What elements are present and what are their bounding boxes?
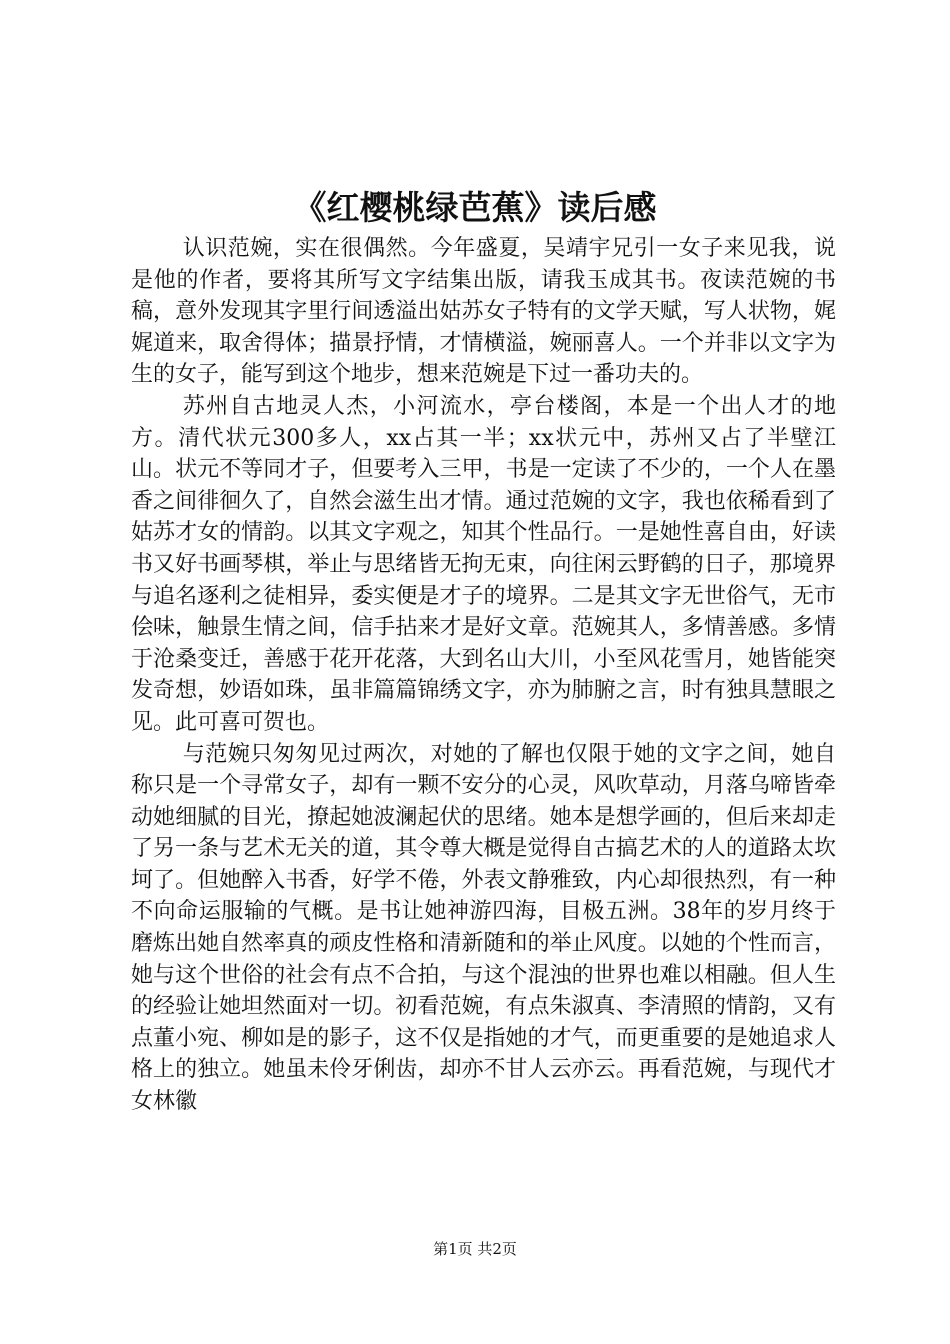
document-body: [131, 233, 836, 1118]
paragraph-1: 认识范婉，实在很偶然。今年盛夏，吴靖宇兄引一女子来见我，说是他的作者，要将其所写文字结集出版，请我玉成其书。夜读范婉的书稿，意外发现其字里行间透溢出姑苏女子特有的文学天赋，写人状物，娓娓道来，取舍得体；描景抒情，才情横溢，婉丽喜人。一个并非以文字为生的女子，能写到这个地步，想来范婉是下过一番功夫的。: [131, 236, 836, 388]
page-number-footer: 第1页 共2页: [433, 1240, 517, 1258]
paragraph-3: 与范婉只匆匆见过两次，对她的了解也仅限于她的文字之间，她自称只是一个寻常女子，却有一颗不安分的心灵，风吹草动，月落乌啼皆牵动她细腻的目光，撩起她波澜起伏的思绪。她本是想学画的，但后来却走了另一条与艺术无关的道，其令尊大概是觉得自古搞艺术的人的道路太坎坷了。但她醉入书香，好学不倦，外表文静雅致，内心却很热烈，有一种不向命运服输的气概。是书让她神游四海，目极五洲。38年的岁月终于磨炼出她自然率真的顽皮性格和清新随和的举止风度。以她的个性而言，她与这个世俗的社会有点不合拍，与这个混浊的世界也难以相融。但人生的经验让她坦然面对一切。初看范婉，有点朱淑真、李清照的情韵，又有点董小宛、柳如是的影子，这不仅是指她的才气，而更重要的是她追求人格上的独立。她虽未伶牙俐齿，却亦不甘人云亦云。再看范婉，与现代才女林徽: [131, 741, 836, 1115]
page-title: 《红樱桃绿芭蕉》读后感: [293, 188, 657, 227]
paragraph-2: 苏州自古地灵人杰，小河流水，亭台楼阁，本是一个出人才的地方。清代状元300多人，xx占其一半；xx状元中，苏州又占了半壁江山。状元不等同才子，但要考入三甲，书是一定读了不少的，一个人在墨香之间徘徊久了，自然会滋生出才情。通过范婉的文字，我也依稀看到了姑苏才女的情韵。以其文字观之，知其个性品行。一是她性喜自由，好读书又好书画琴棋，举止与思绪皆无拘无束，向往闲云野鹤的日子，那境界与追名逐利之徒相异，委实便是才子的境界。二是其文字无世俗气，无市侩味，触景生情之间，信手拈来才是好文章。范婉其人，多情善感。多情于沧桑变迁，善感于花开花落，大到名山大川，小至风花雪月，她皆能突发奇想，妙语如珠，虽非篇篇锦绣文字，亦为肺腑之言，时有独具慧眼之见。此可喜可贺也。: [131, 393, 836, 735]
